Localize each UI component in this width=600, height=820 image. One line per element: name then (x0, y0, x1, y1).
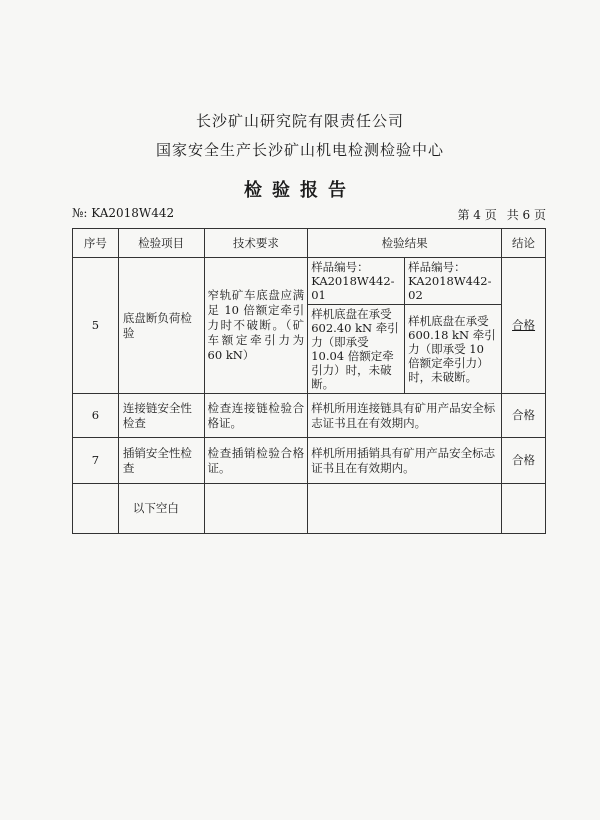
row-requirement: 检查插销检验合格证。 (204, 438, 308, 484)
table-row (73, 258, 546, 394)
table-row (73, 394, 546, 438)
report-number: №: KA2018W442 (72, 206, 175, 220)
report-header (0, 110, 600, 202)
organization-name: 长沙矿山研究院有限责任公司 (195, 112, 404, 130)
header-conclusion: 结论 (502, 229, 546, 258)
header-no: 序号 (73, 229, 119, 258)
row-result (308, 258, 502, 394)
sample1-id: 样品编号：KA2018W442-01 (308, 258, 404, 305)
sample2-id: 样品编号：KA2018W442-02 (405, 258, 501, 305)
row-item: 插销安全性检查 (118, 438, 204, 484)
sample1-result: 样机底盘在承受 602.40 kN 牵引力（即承受 10.04 倍额定牵引力）时，未破断。 (308, 305, 404, 394)
header-item: 检验项目 (118, 229, 204, 258)
row-item: 底盘断负荷检验 (118, 258, 204, 394)
row-result: 样机所用插销具有矿用产品安全标志证书且在有效期内。 (308, 438, 502, 484)
table-header-row (73, 229, 546, 258)
header-result: 检验结果 (308, 229, 502, 258)
row-requirement: 窄轨矿车底盘应满足 10 倍额定牵引力时不破断。（矿车额定牵引力为 60 kN） (204, 258, 308, 394)
row-result: 样机所用连接链具有矿用产品安全标志证书且在有效期内。 (308, 394, 502, 438)
header-requirement: 技术要求 (204, 229, 308, 258)
row-conclusion: 合格 (502, 438, 546, 484)
row-no: 6 (73, 394, 119, 438)
center-name: 国家安全生产长沙矿山机电检测检验中心 (155, 141, 444, 159)
row-no: 7 (73, 438, 119, 484)
page-number: 第 4 页 (457, 208, 497, 222)
table-row (73, 438, 546, 484)
sample2-result: 样机底盘在承受 600.18 kN 牵引力（即承受 10 倍额定牵引力）时，未破断。 (405, 305, 501, 394)
page-indicator (457, 206, 546, 223)
blank-row (73, 484, 546, 534)
page-total: 共 6 页 (506, 208, 546, 222)
sample-results (308, 258, 501, 393)
blank-note: 以下空白 (118, 484, 204, 534)
row-no: 5 (73, 258, 119, 394)
report-title: 检验报告 (244, 180, 356, 201)
row-requirement: 检查连接链检验合格证。 (204, 394, 308, 438)
row-item: 连接链安全性检查 (118, 394, 204, 438)
inspection-table (72, 228, 546, 534)
row-conclusion: 合格 (502, 258, 546, 394)
row-conclusion: 合格 (502, 394, 546, 438)
